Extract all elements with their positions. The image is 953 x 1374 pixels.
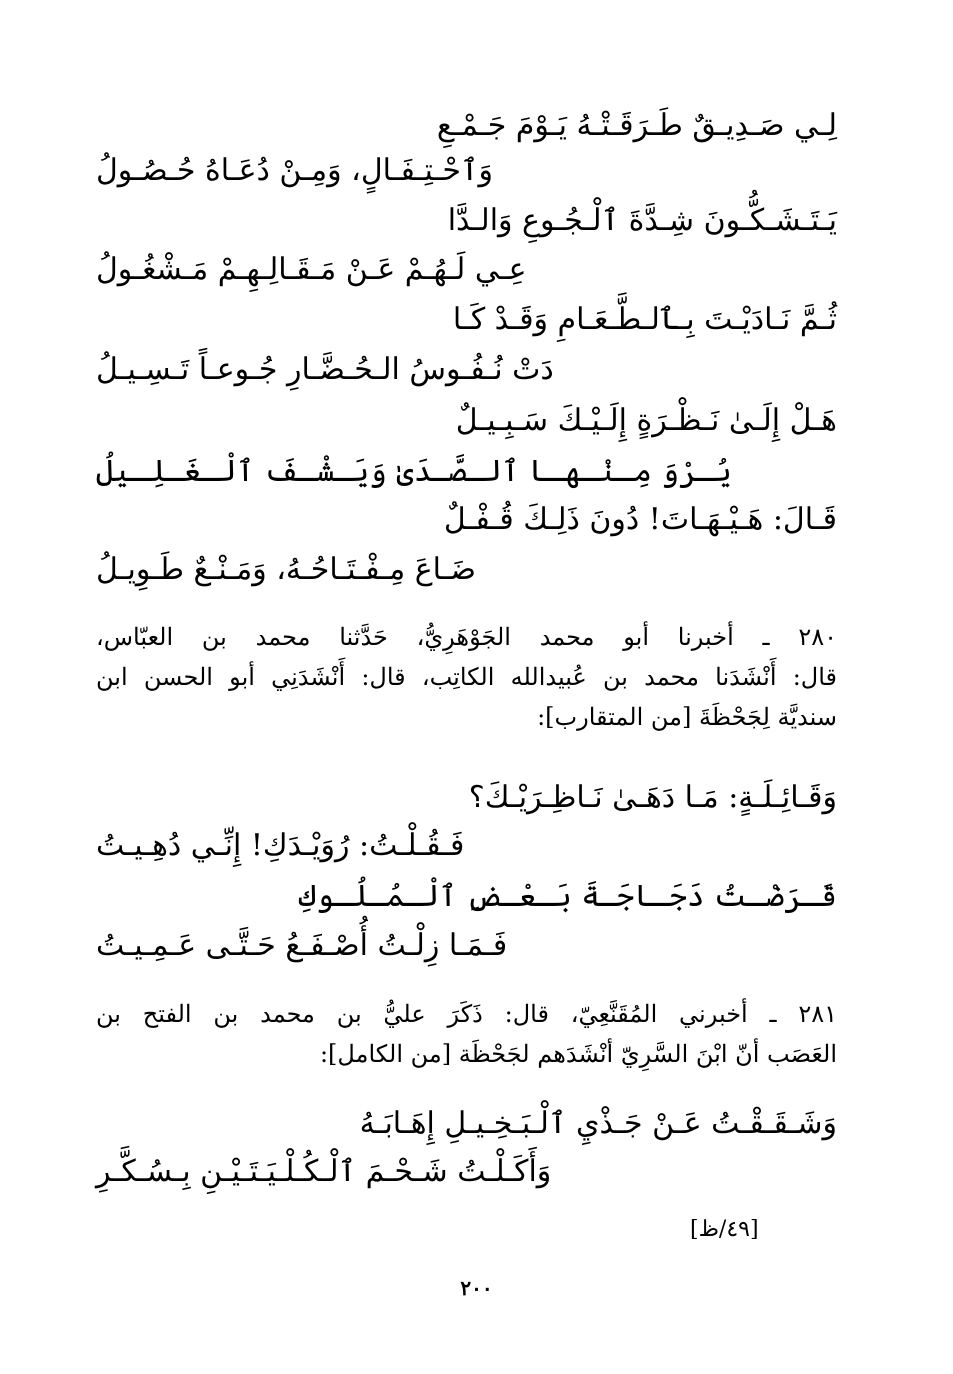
verse-line: عِـي لَـهُـمْ عَـنْ مَـقَـالِـهِـمْ مَـشْغُـولُ <box>96 252 527 287</box>
verse-line: فَـمَـا زِلْـتُ أُصْـفَـعُ حَـتَّـى عَـمِـيـتُ <box>96 928 508 963</box>
verse-line: قَـالَ: هَـيْـهَـاتَ! دُونَ ذَلِـكَ قُـفْـلٌ <box>443 502 837 537</box>
prose-line: ٢٨١ ـ أخبرني المُقَنَّعِيّ، قال: ذَكَرَ عليُّ بن محمد بن الفتح بن <box>96 1000 837 1028</box>
verse-line: وَشَـقَـقْـتُ عَـنْ جَـذْيِ ٱلْـبَـخِـيـلِ إِهَـابَـهُ <box>359 1106 837 1141</box>
prose-line: العَصَب أنّ ابْنَ السَّرِيّ أنْشَدَهم لجَحْظَة [من الكامل]: <box>319 1040 837 1068</box>
verse-line: دَتْ نُـفُـوسُ الـحُـضَّـارِ جُـوعـاً تَـسِـيـلُ <box>96 352 554 387</box>
prose-line: ٢٨٠ ـ أخبرنا أبو محمد الجَوْهَرِيُّ، حَدَّثنا محمد بن العبّاس، <box>96 623 837 651</box>
verse-line: يُـرْوَ مِـنْـهـا ٱلـصَّـدَىٰ وَيَـشْـفَ ٱلْـغَـلِـيلُ <box>96 454 732 489</box>
verse-line: فَـقُـلْـتُ: رُوَيْـدَكِ! إِنِّـي دُهِـيـتُ <box>96 828 465 863</box>
folio-reference: [٤٩/ظ] <box>690 1217 759 1242</box>
verse-line: يَـتَـشَـكُّـونَ شِـدَّةَ ٱلْـجُـوعِ وَالـدَّا <box>447 203 837 238</box>
prose-line: سنديَّة لِجَحْظَةَ [من المتقارب]: <box>537 703 837 731</box>
verse-line: لِـي صَـدِيـقٌ طَـرَقَـتْـهُ يَـوْمَ جَـمْـعِ <box>436 108 837 143</box>
verse-line: قَـرَضْـتُ دَجَـاجَـةَ بَـعْـضِ ٱلْـمُـلُـوكِ <box>298 879 837 914</box>
page-number: ٢٠٠ <box>460 1276 493 1300</box>
verse-line: ضَـاعَ مِـفْـتَـاحُـهُ، وَمَـنْـعٌ طَـوِيـلُ <box>96 552 476 587</box>
verse-line: هَـلْ إِلَـىٰ نَـظْـرَةٍ إِلَـيْـكَ سَـبِـيـلٌ <box>455 403 837 438</box>
paragraph-280 <box>96 617 837 737</box>
verse-line: وَأَكَـلْـتُ شَـحْـمَ ٱلْـكُـلْـيَـتَـيْـنِ بِـسُـكَّـرِ <box>96 1154 552 1189</box>
verse-line: ثُـمَّ نَـادَيْـتَ بِـٱلـطَّـعَـامِ وَقَـدْ كَـا <box>452 302 837 337</box>
prose-line: قال: أَنْشَدَنا محمد بن عُبيدالله الكاتِب، قال: أَنْشَدَنِي أبو الحسن ابن <box>96 663 837 691</box>
verse-line: وَقَـائِـلَـةٍ: مَـا دَهَـىٰ نَـاظِـرَيْـكَ؟ <box>468 780 837 815</box>
paragraph-281 <box>96 994 837 1074</box>
verse-line: وَٱحْـتِـفَـالٍ، وَمِـنْ دُعَـاهُ حُـصُـولُ <box>96 153 493 188</box>
